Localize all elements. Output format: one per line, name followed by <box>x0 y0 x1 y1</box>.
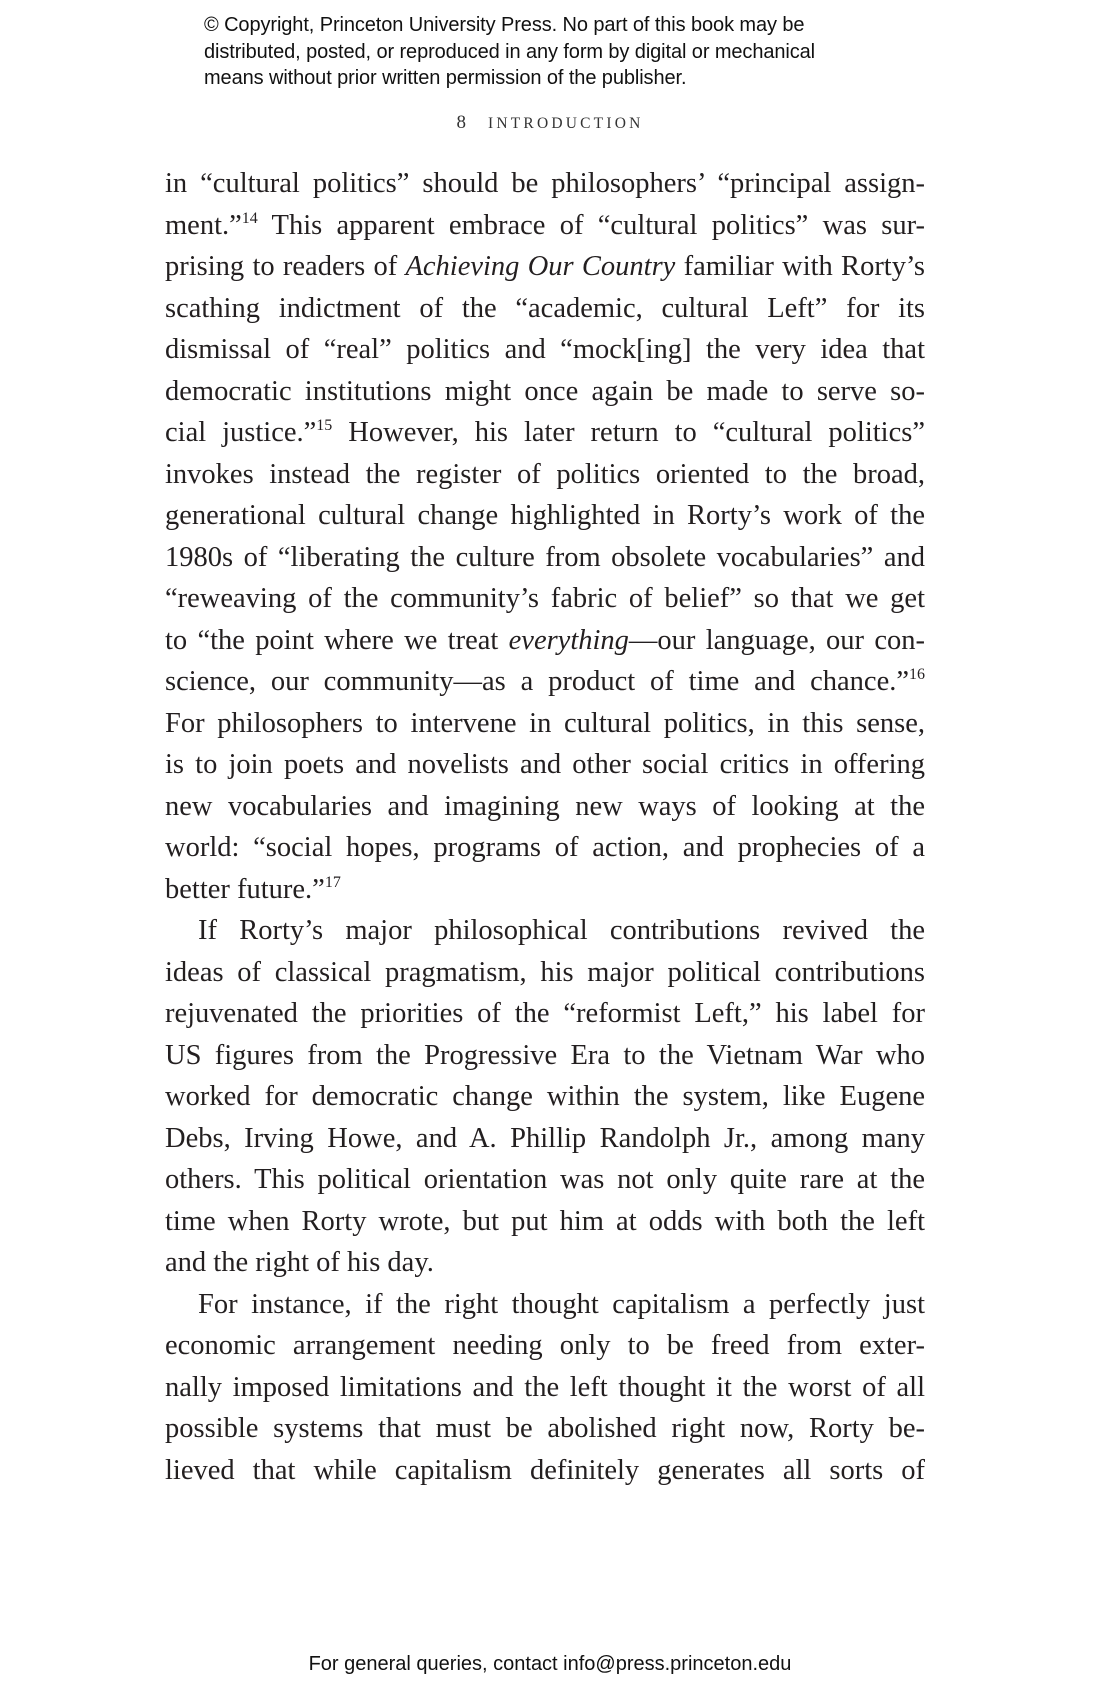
text-line <box>165 495 925 537</box>
text-line <box>165 454 925 496</box>
text-segment: nally imposed limitations and the left thought it the worst of all <box>165 1371 925 1403</box>
text-line <box>165 1159 925 1201</box>
text-line <box>165 786 925 828</box>
text-segment: —our language, our con- <box>628 624 925 656</box>
text-line <box>165 1325 925 1367</box>
copyright-notice-line: means without prior written permission of the publisher. <box>204 67 687 89</box>
text-segment: ideas of classical pragmatism, his major political contributions <box>165 956 925 988</box>
section-title: INTRODUCTION <box>488 115 644 132</box>
text-line <box>165 1284 925 1326</box>
footnote-marker: 15 <box>316 417 333 434</box>
text-segment: “reweaving of the community’s fabric of belief” so that we get <box>165 583 925 614</box>
text-line <box>165 1118 925 1160</box>
running-head <box>0 112 1100 134</box>
text-segment: to “the point where we treat <box>165 624 509 656</box>
text-segment: This apparent embrace of “cultural politics” was sur- <box>257 209 925 241</box>
text-line <box>165 1076 925 1118</box>
text-line <box>165 869 925 911</box>
text-segment: cial justice.” <box>165 417 317 448</box>
text-line <box>165 412 925 454</box>
text-line <box>165 537 925 579</box>
text-line <box>165 205 925 247</box>
text-line <box>165 620 925 662</box>
text-segment: world: “social hopes, programs of action, and prophecies of a <box>165 832 925 863</box>
text-segment: is to join poets and novelists and other social critics in offering <box>165 749 925 780</box>
footnote-marker: 14 <box>241 209 258 227</box>
text-segment: worked for democratic change within the system, like Eugene <box>165 1081 925 1112</box>
text-line <box>165 1242 925 1284</box>
copyright-notice-line: © Copyright, Princeton University Press. No part of this book may be <box>204 14 805 36</box>
text-segment: rejuvenated the priorities of the “reformist Left,” his label for <box>165 998 925 1029</box>
text-line <box>165 163 925 205</box>
text-line <box>165 1408 925 1450</box>
footnote-marker: 16 <box>909 666 925 683</box>
text-segment: However, his later return to “cultural politics” <box>332 417 925 448</box>
text-segment: and the right of his day. <box>165 1247 434 1278</box>
text-segment: prising to readers of <box>165 251 406 282</box>
text-segment: better future.” <box>165 873 325 905</box>
text-line <box>165 993 925 1035</box>
footnote-marker: 17 <box>324 873 341 891</box>
text-line <box>165 288 925 330</box>
text-segment: Debs, Irving Howe, and A. Phillip Randolph Jr., among many <box>165 1122 925 1154</box>
italic-text: Achieving Our Country <box>405 251 676 282</box>
text-line <box>165 952 925 994</box>
text-line <box>165 1201 925 1243</box>
text-segment: If Rorty’s major philosophical contributions revived the <box>198 915 925 946</box>
copyright-notice-line: distributed, posted, or reproduced in any form by digital or mechanical <box>204 40 816 63</box>
text-segment: invokes instead the register of politics oriented to the broad, <box>165 458 925 490</box>
text-segment: ment.” <box>165 209 242 241</box>
text-segment: time when Rorty wrote, but put him at odds with both the left <box>165 1205 925 1237</box>
text-line <box>165 910 925 952</box>
text-line <box>165 744 925 786</box>
italic-text: everything <box>508 624 629 656</box>
text-segment: generational cultural change highlighted in Rorty’s work of the <box>165 500 925 531</box>
text-segment: dismissal of “real” politics and “mock[ing] the very idea that <box>165 334 925 365</box>
copyright-notice <box>204 12 924 92</box>
text-segment: economic arrangement needing only to be freed from exter- <box>165 1330 925 1361</box>
body-text <box>165 163 925 1491</box>
text-line <box>165 661 925 703</box>
text-segment: US figures from the Progressive Era to the Vietnam War who <box>165 1039 925 1071</box>
text-segment: familiar with Rorty’s <box>675 251 925 282</box>
text-line <box>165 329 925 371</box>
text-segment: lieved that while capitalism definitely generates all sorts of <box>165 1454 925 1486</box>
text-line <box>165 1367 925 1409</box>
text-line <box>165 578 925 620</box>
page-number: 8 <box>456 112 466 133</box>
text-segment: scathing indictment of the “academic, cultural Left” for its <box>165 292 925 324</box>
text-segment: For instance, if the right thought capitalism a perfectly just <box>198 1288 925 1320</box>
text-segment: 1980s of “liberating the culture from obsolete vocabularies” and <box>165 541 925 573</box>
text-line <box>165 1450 925 1492</box>
text-segment: democratic institutions might once again be made to serve so- <box>165 375 925 407</box>
text-line <box>165 703 925 745</box>
text-line <box>165 1035 925 1077</box>
text-segment: new vocabularies and imagining new ways of looking at the <box>165 790 925 822</box>
text-segment: For philosophers to intervene in cultural politics, in this sense, <box>165 707 925 739</box>
text-line <box>165 371 925 413</box>
text-segment: science, our community—as a product of time and chance.” <box>165 666 909 697</box>
text-segment: in “cultural politics” should be philosophers’ “principal assign- <box>165 168 925 199</box>
text-segment: others. This political orientation was not only quite rare at the <box>165 1164 925 1195</box>
text-line <box>165 827 925 869</box>
footer-contact: For general queries, contact info@press.princeton.edu <box>308 1653 792 1675</box>
text-line <box>165 246 925 288</box>
text-segment: possible systems that must be abolished right now, Rorty be- <box>165 1413 925 1444</box>
